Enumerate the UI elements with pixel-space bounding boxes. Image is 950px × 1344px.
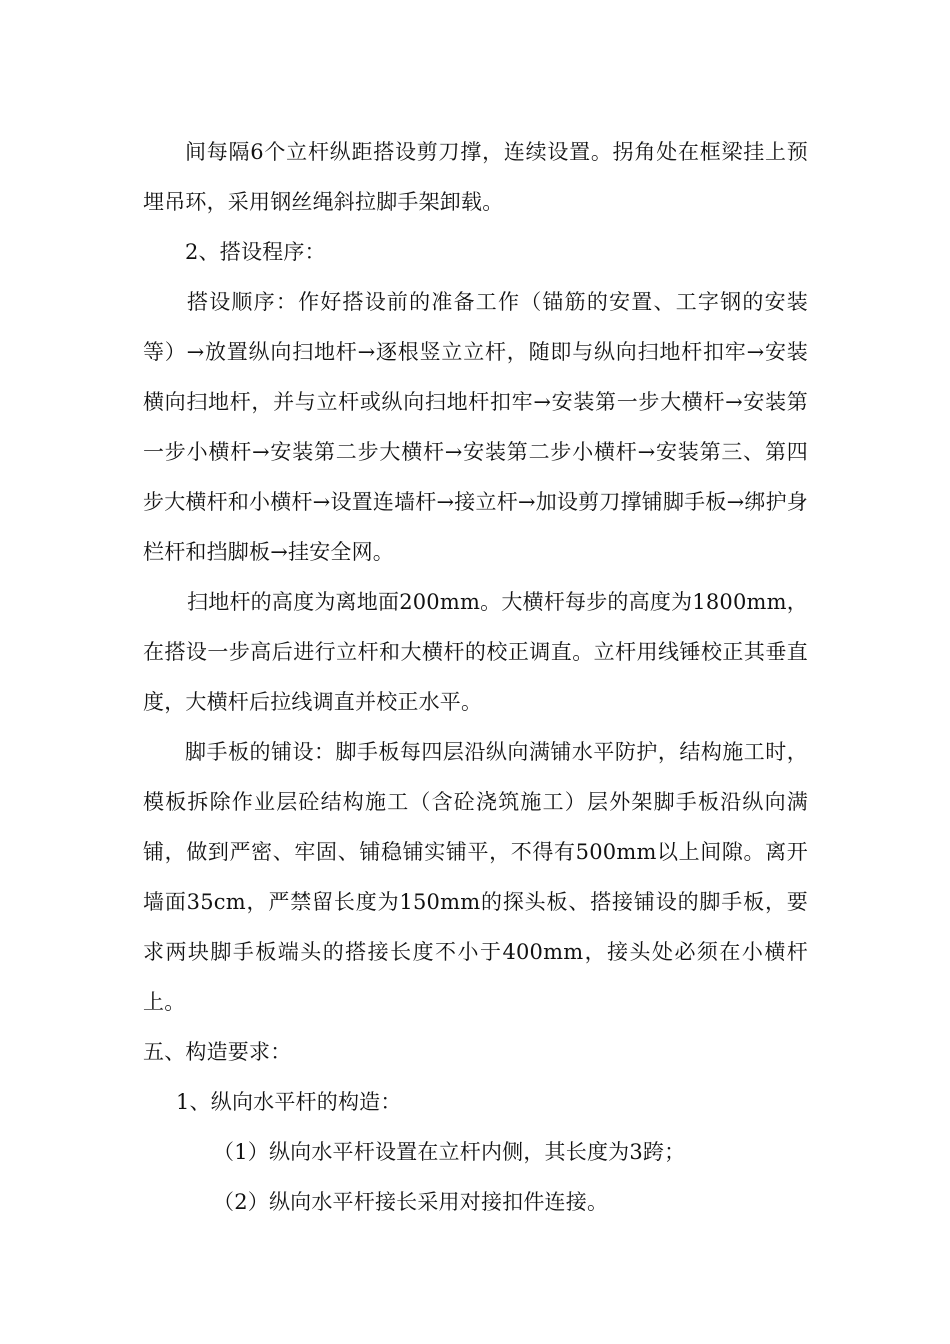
list-item-1: （1）纵向水平杆设置在立杆内侧，其长度为3跨； [213,1140,686,1164]
document-body [143,127,808,1227]
heading-longitudinal-bar: 1、纵向水平杆的构造： [176,1090,402,1114]
paragraph-erection-sequence: 搭设顺序：作好搭设前的准备工作（锚筋的安置、工字钢的安装等）→放置纵向扫地杆→逐根竖立立杆，随即与纵向扫地杆扣牢→安装横向扫地杆，并与立杆或纵向扫地杆扣牢→安装第一步大横杆→安装第一步小横杆→安装第二步大横杆→安装第二步小横杆→安装第三、第四步大横杆和小横杆→设置连墙杆→接立杆→加设剪刀撑铺脚手板→绑护身栏杆和挡脚板→挂安全网。 [143,290,808,564]
paragraph-scaffold-board: 脚手板的铺设：脚手板每四层沿纵向满铺水平防护，结构施工时，模板拆除作业层砼结构施工（含砼浇筑施工）层外架脚手板沿纵向满铺，做到严密、牢固、铺稳铺实铺平，不得有500mm以上间隙。离开墙面35cm，严禁留长度为150mm的探头板、搭接铺设的脚手板，要求两块脚手板端头的搭接长度不小于400mm，接头处必须在小横杆上。 [143,740,808,1014]
heading-erection-procedure: 2、搭设程序： [185,240,326,264]
paragraph-scissor-brace: 间每隔6个立杆纵距搭设剪刀撑，连续设置。拐角处在框梁挂上预埋吊环，采用钢丝绳斜拉脚手架卸载。 [143,140,808,214]
heading-construction-requirements: 五、构造要求： [143,1040,292,1064]
list-item-2: （2）纵向水平杆接长采用对接扣件连接。 [213,1190,609,1214]
paragraph-sweep-rod-height: 扫地杆的高度为离地面200mm。大横杆每步的高度为1800mm，在搭设一步高后进行立杆和大横杆的校正调直。立杆用线锤校正其垂直度，大横杆后拉线调直并校正水平。 [143,590,808,714]
